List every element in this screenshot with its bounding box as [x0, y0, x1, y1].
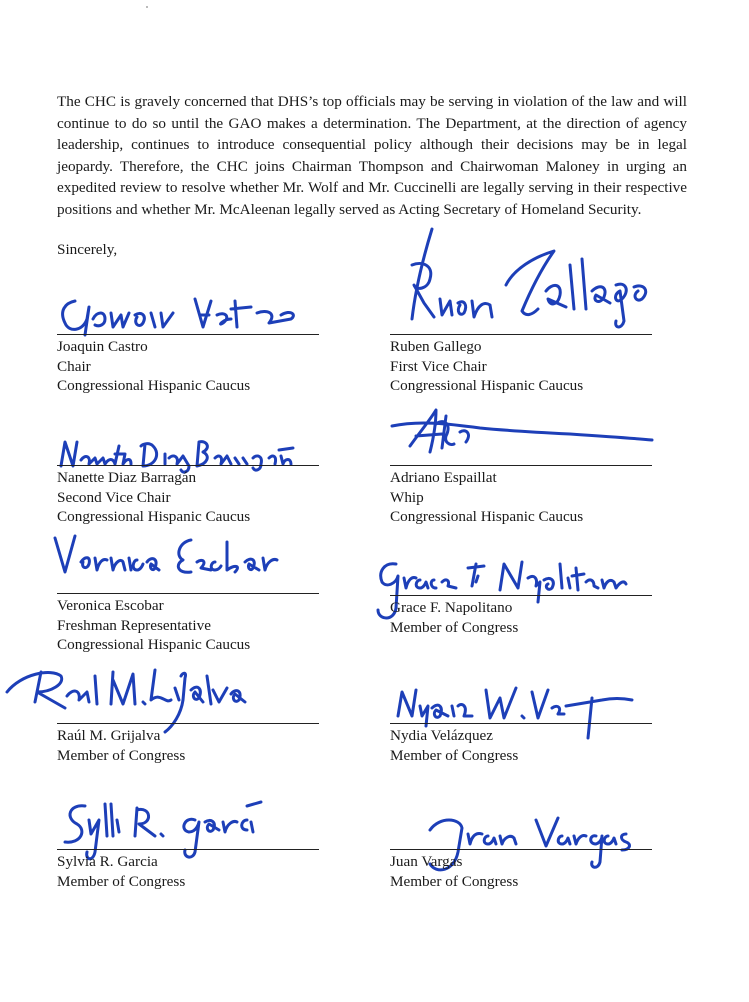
signatory-org: Congressional Hispanic Caucus: [57, 377, 251, 394]
signatory-name: Nydia Velázquez: [390, 727, 494, 744]
signatory-title: Chair: [57, 357, 91, 375]
signature-escobar: [51, 532, 321, 582]
signatory-name: Veronica Escobar: [57, 597, 164, 614]
signatory-org: Congressional Hispanic Caucus: [390, 377, 584, 394]
signatory-name: Raúl M. Grijalva: [57, 727, 161, 744]
signatory-title: Member of Congress: [390, 872, 519, 890]
closing-salutation: Sincerely,: [57, 241, 118, 258]
signatory-title: Member of Congress: [390, 618, 519, 636]
signatory-org: Congressional Hispanic Caucus: [390, 508, 584, 525]
signatory-name: Joaquin Castro: [57, 338, 148, 355]
signatory-title: Member of Congress: [390, 746, 519, 764]
signature-espaillat: [390, 402, 660, 468]
signatory-title: First Vice Chair: [390, 357, 487, 375]
signatory-title: Second Vice Chair: [57, 488, 171, 506]
signatory-title: Member of Congress: [57, 746, 186, 764]
signatory-org: Congressional Hispanic Caucus: [57, 636, 251, 653]
signatory-name: Sylvia R. Garcia: [57, 853, 158, 870]
signatory-title: Freshman Representative: [57, 616, 211, 634]
letter-body-paragraph: The CHC is gravely concerned that DHS’s top officials may be serving in violation of the law and will continue to do so until the GAO makes a determination. The Department, at the direction of agency leadership, continues to introduce consequential policy although their decisions may be in legal jeopardy. Therefore, the CHC joins Chairman Thompson and Chairwoman Maloney in urging an expedited review to resolve whether Mr. Wolf and Mr. Cuccinelli are legally serving in their respective positions and whether Mr. McAleenan legally served as Acting Secretary of Homeland Security.: [57, 93, 687, 218]
signatory-name: Ruben Gallego: [390, 338, 482, 355]
signatory-title: Whip: [390, 488, 424, 506]
signatory-org: Congressional Hispanic Caucus: [57, 508, 251, 525]
page-speck: [146, 6, 148, 8]
signatory-name: Grace F. Napolitano: [390, 599, 513, 616]
signatory-name: Juan Vargas: [390, 853, 463, 870]
signature-gallego: [394, 225, 664, 335]
signatory-name: Adriano Espaillat: [390, 469, 497, 486]
signatory-name: Nanette Diaz Barragán: [57, 469, 197, 486]
signatory-title: Member of Congress: [57, 872, 186, 890]
